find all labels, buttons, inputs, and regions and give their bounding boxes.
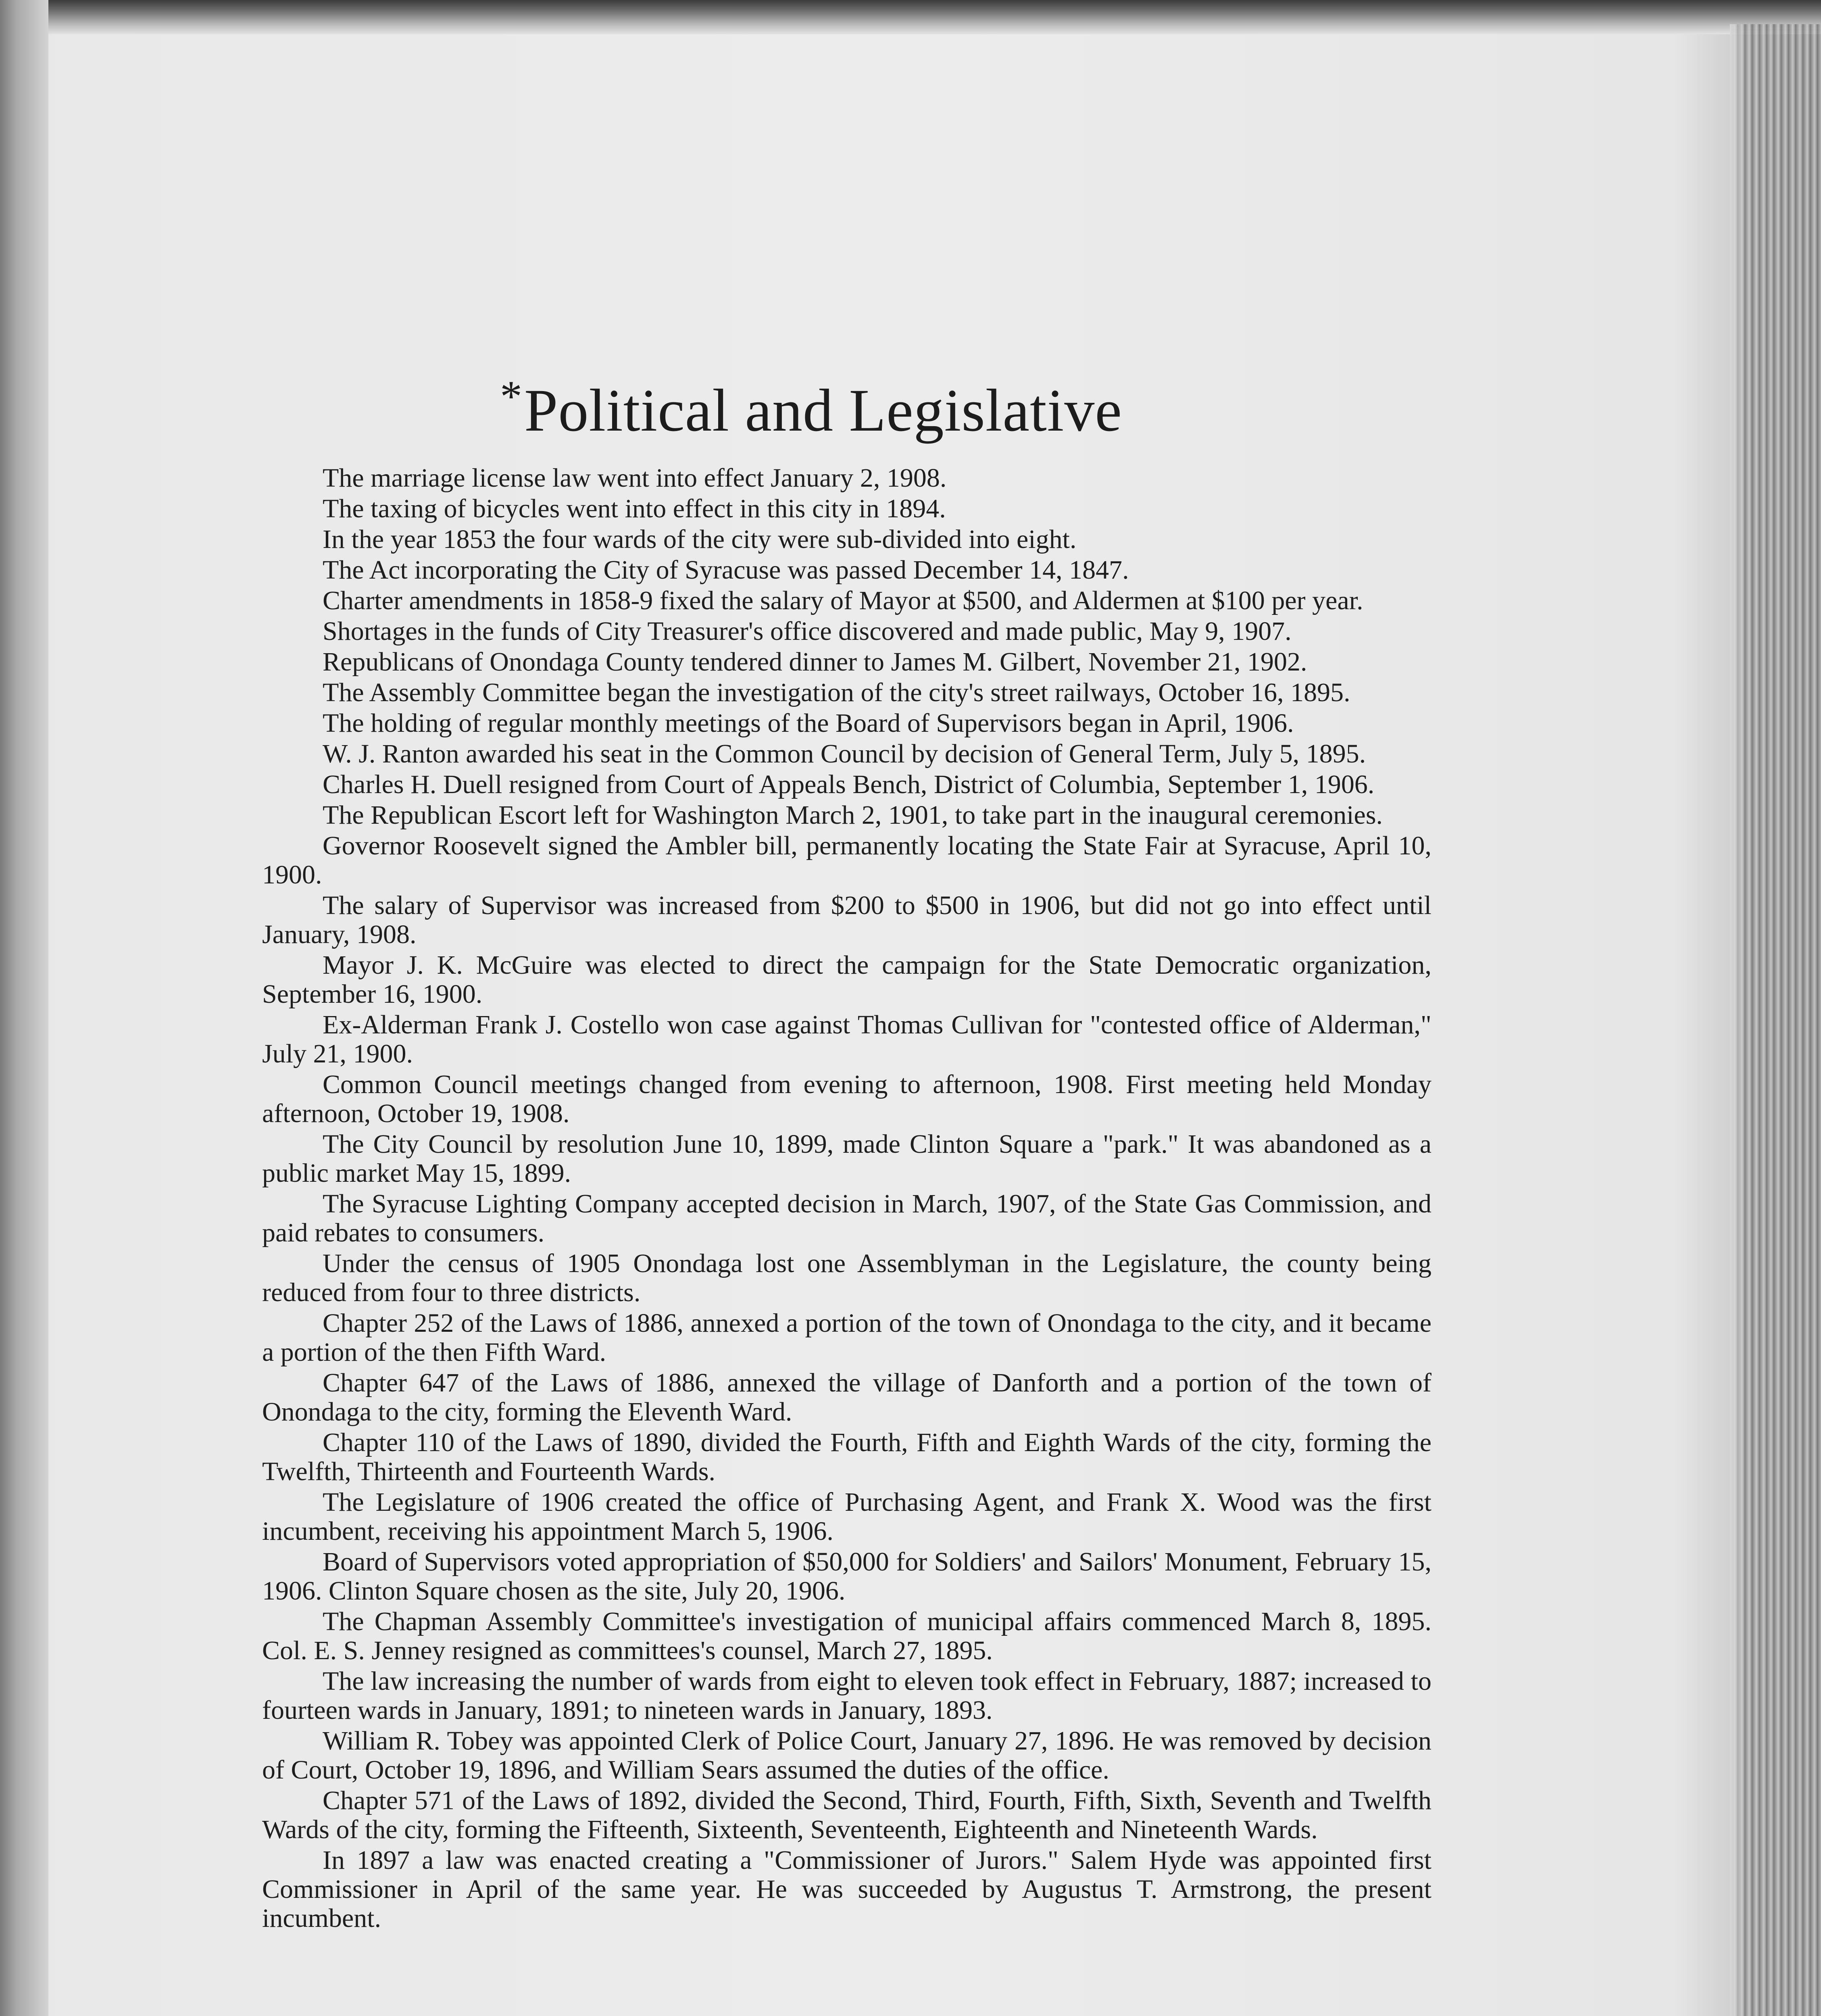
paragraph: The Republican Escort left for Washington March 2, 1901, to take part in the inaugural ceremonies.	[323, 800, 1383, 830]
title-text: Political and Legislative	[524, 377, 1122, 444]
paragraph: William R. Tobey was appointed Clerk of Police Court, January 27, 1896. He was removed by decision of Court, October 19, 1896, and William Sears assumed the duties of the office.	[262, 1726, 1431, 1785]
paragraph: Governor Roosevelt signed the Ambler bill, permanently locating the State Fair at Syracuse, April 10, 1900.	[262, 831, 1431, 889]
page-top-shadow	[0, 0, 1821, 34]
paragraph: Republicans of Onondaga County tendered dinner to James M. Gilbert, November 21, 1902.	[323, 647, 1307, 677]
paragraph: The Act incorporating the City of Syracuse was passed December 14, 1847.	[323, 555, 1129, 585]
paragraph: Chapter 252 of the Laws of 1886, annexed a portion of the town of Onondaga to the city, and it became a portion of the then Fifth Ward.	[262, 1308, 1431, 1367]
paragraph: The Syracuse Lighting Company accepted decision in March, 1907, of the State Gas Commission, and paid rebates to consumers.	[262, 1189, 1431, 1248]
paragraph: The holding of regular monthly meetings of the Board of Supervisors began in April, 1906.	[323, 708, 1294, 738]
paragraph: Shortages in the funds of City Treasurer's office discovered and made public, May 9, 1907.	[323, 616, 1292, 646]
book-gutter	[0, 0, 48, 2016]
paragraph: Mayor J. K. McGuire was elected to direct the campaign for the State Democratic organization, September 16, 1900.	[262, 950, 1431, 1009]
body-text	[262, 464, 1431, 1935]
paragraph: Charles H. Duell resigned from Court of Appeals Bench, District of Columbia, September 1, 1906.	[323, 770, 1375, 799]
paragraph: In the year 1853 the four wards of the city were sub-divided into eight.	[323, 525, 1077, 554]
paragraph: Chapter 110 of the Laws of 1890, divided the Fourth, Fifth and Eighth Wards of the city, forming the Twelfth, Thirteenth and Fourteenth Wards.	[262, 1428, 1431, 1486]
paragraph: The Assembly Committee began the investigation of the city's street railways, October 16, 1895.	[323, 678, 1350, 707]
page-title	[500, 371, 1266, 445]
paragraph: Common Council meetings changed from evening to afternoon, 1908. First meeting held Monday afternoon, October 19, 1908.	[262, 1070, 1431, 1128]
page-stack-edge	[1730, 24, 1821, 2016]
paragraph: The Legislature of 1906 created the office of Purchasing Agent, and Frank X. Wood was the first incumbent, receiving his appointment March 5, 1906.	[262, 1487, 1431, 1546]
paragraph: Chapter 571 of the Laws of 1892, divided the Second, Third, Fourth, Fifth, Sixth, Seventh and Twelfth Wards of the city, forming the Fifteenth, Sixteenth, Seventeenth, Eighteenth and Nineteenth Wards.	[262, 1786, 1431, 1844]
paragraph: The Chapman Assembly Committee's investigation of municipal affairs commenced March 8, 1895. Col. E. S. Jenney resigned as committees's counsel, March 27, 1895.	[262, 1607, 1431, 1665]
paragraph: The City Council by resolution June 10, 1899, made Clinton Square a "park." It was abandoned as a public market May 15, 1899.	[262, 1129, 1431, 1188]
paragraph: In 1897 a law was enacted creating a "Commissioner of Jurors." Salem Hyde was appointed first Commissioner in April of the same year. He was succeeded by Augustus T. Armstrong, the present incumbent.	[262, 1845, 1431, 1933]
paragraph: The salary of Supervisor was increased from $200 to $500 in 1906, but did not go into effect until January, 1908.	[262, 891, 1431, 949]
paragraph: Under the census of 1905 Onondaga lost one Assemblyman in the Legislature, the county being reduced from four to three districts.	[262, 1249, 1431, 1307]
paragraph: Ex-Alderman Frank J. Costello won case against Thomas Cullivan for "contested office of Alderman," July 21, 1900.	[262, 1010, 1431, 1068]
paragraph: W. J. Ranton awarded his seat in the Common Council by decision of General Term, July 5, 1895.	[323, 739, 1366, 768]
paragraph: Charter amendments in 1858-9 fixed the salary of Mayor at $500, and Aldermen at $100 per year.	[323, 586, 1363, 615]
title-footnote-mark: *	[500, 372, 523, 421]
paragraph: The taxing of bicycles went into effect in this city in 1894.	[323, 494, 946, 523]
paragraph: The marriage license law went into effect January 2, 1908.	[323, 463, 947, 493]
paragraph: The law increasing the number of wards from eight to eleven took effect in February, 1887; increased to fourteen wards in January, 1891; to nineteen wards in January, 1893.	[262, 1666, 1431, 1725]
paragraph: Board of Supervisors voted appropriation of $50,000 for Soldiers' and Sailors' Monument, February 15, 1906. Clinton Square chosen as the site, July 20, 1906.	[262, 1547, 1431, 1606]
paragraph: Chapter 647 of the Laws of 1886, annexed the village of Danforth and a portion of the town of Onondaga to the city, forming the Eleventh Ward.	[262, 1368, 1431, 1427]
